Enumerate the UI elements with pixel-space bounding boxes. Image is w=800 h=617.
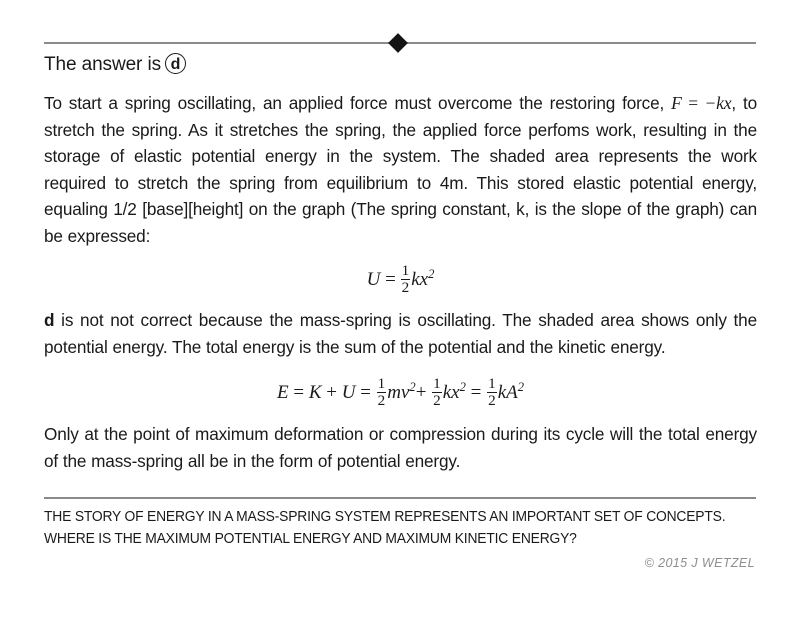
fraction-one-half-kinetic: $\frac{1}{2}$ [377,375,386,409]
paragraph-2-rest: is not not correct because the mass-spring is oscillating. The shaded area shows only the potential energy. The total energy is the sum of the potential and the kinetic energy. [44,310,757,357]
answer-choice-badge: d [165,53,186,74]
paragraph-1-part-b: , to stretch the spring. As it stretches the spring, the applied force perfoms work, resulting in the storage of elastic potential energy in the system. The shaded area represents the work required to stretch the spring from equilibrium to 4m. This stored elastic potential energy, equaling 1/2 [base][height] on the graph (The spring constant, k, is the slope of the graph) can be expressed: [44,93,757,246]
paragraph-1 [44,90,757,249]
paragraph-3: Only at the point of maximum deformation or compression during its cycle will the total energy of the mass-spring all be in the form of potential energy. [44,424,757,471]
top-divider [44,36,756,52]
footer-question: THE STORY OF ENERGY IN A MASS-SPRING SYSTEM REPRESENTS AN IMPORTANT SET OF CONCEPTS. WHERE IS THE MAXIMUM POTENTIAL ENERGY AND MAXIMUM KINETIC ENERGY? [44,509,726,547]
equation-potential-energy: U = $\frac{1}{2}$ $kx^2$ [366,262,435,296]
paragraph-2-lead-letter: d [44,310,55,330]
bottom-divider [44,497,756,499]
fraction-one-half: $\frac{1}{2}$ [401,262,410,296]
equation-total-energy: E = K + U = $\frac{1}{2}$ $mv^2+$ $\frac{1}{2}$ $kx^2$ = $\frac{1}{2}$ $kA^2$ [276,375,525,409]
copyright-notice: © 2015 J WETZEL [644,556,755,570]
inline-equation-restoring-force: F = −kx [671,93,732,113]
paragraph-2 [44,307,757,360]
answer-prefix: The answer is [44,54,161,75]
answer-line [44,52,186,78]
fraction-one-half-spring: $\frac{1}{2}$ [433,375,441,409]
diamond-bullet-icon [388,33,408,53]
paragraph-1-part-a: To start a spring oscillating, an applied force must overcome the restoring force, [44,93,665,113]
fraction-one-half-amplitude: $\frac{1}{2}$ [488,375,496,409]
body-content [44,90,757,474]
